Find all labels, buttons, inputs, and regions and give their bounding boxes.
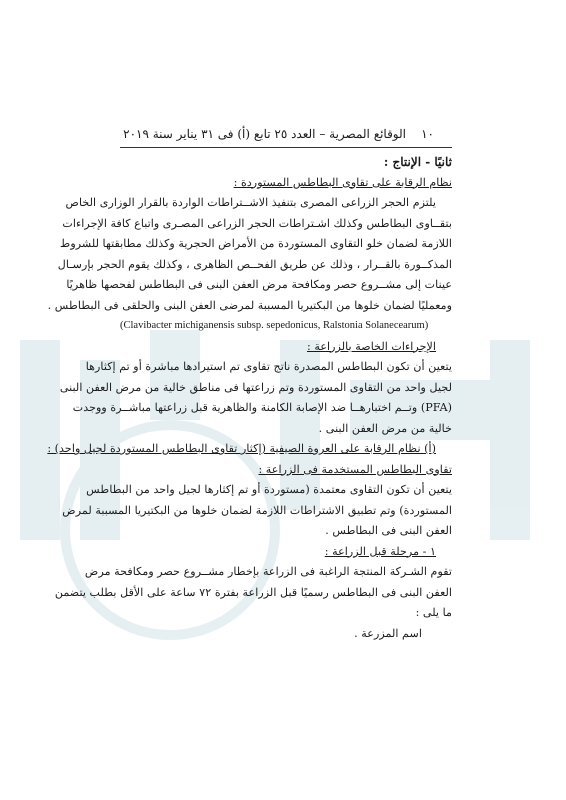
header-text: الوقائع المصرية – العدد ٢٥ تابع (أ) فى ٣١ يناير سنة ٢٠١٩ (123, 127, 406, 141)
paragraph-line: اسم المزرعة . (354, 626, 422, 640)
paragraph-line: بتقــاوى البطاطس وكذلك اشـتراطات الحجر الزراعى المصـرى واتباع كافة الإجراءات (62, 216, 452, 230)
paragraph-line: ومعمليًا لضمان خلوها من البكتيريا المسببة لمرضى العفن البنى والحلقى فى البطاطس . (47, 298, 452, 312)
paragraph-line: (PFA) وتــم اختبارهــا ضد الإصابة الكامنة والظاهرية قبل زراعتها مباشــرة ووجدت (72, 401, 452, 414)
paragraph-line: خالية من مرض العفن البنى . (318, 421, 452, 435)
paragraph-line: يلتزم الحجر الزراعى المصرى بتنفيذ الاشــتراطات الواردة بالقرار الوزارى الخاص (65, 196, 436, 209)
paragraph-line: عينات إلى مشــروع حصر ومكافحة مرض العفن البنى فى البطاطس لفحصها ظاهريًا (66, 278, 452, 291)
latin-species-line: (Clavibacter michiganensis subsp. sepedonicus, Ralstonia Solanecearum) (120, 320, 429, 331)
paragraph-line: المذكــورة بالقــرار ، وذلك عن طريق الفحــص الظاهرى ، وكذلك يقوم الحجر بإرسـال (57, 257, 452, 271)
page-header (120, 127, 434, 147)
paragraph-line: المستوردة) وتم تطبيق الاشتراطات اللازمة لضمان خلوها من البكتيريا المسببة لمرض (62, 503, 452, 517)
document-body (47, 152, 452, 644)
subheading: الإجراءات الخاصة بالزراعة : (307, 339, 436, 353)
page-number: ١٠ (421, 127, 434, 141)
paragraph-line: ما يلى : (415, 606, 452, 619)
paragraph-line: اللازمة لضمان خلو التقاوى المستوردة من الأمراض الحجرية وكذلك مطابقتها للشروط (59, 237, 452, 250)
paragraph-line: العفن البنى فى البطاطس . (325, 524, 452, 537)
header-rule (120, 147, 452, 148)
paragraph-line: العفن البنى فى البطاطس رسميًا قبل الزراعة بفترة ٧٢ ساعة على الأقل بطلب يتضمن (54, 585, 452, 599)
paragraph-line: يتعين أن تكون التقاوى معتمدة (مستوردة أو تم إكثارها لجيل واحد من البطاطس (86, 483, 452, 496)
subheading: ١ - مرحلة قبل الزراعة : (324, 544, 436, 558)
subheading: تقاوى البطاطس المستخدمة فى الزراعة : (258, 462, 452, 476)
paragraph-line: لجيل واحد من التقاوى المستوردة وتم زراعتها فى مناطق خالية من مرض العفن البنى (59, 380, 452, 394)
subheading: نظام الرقابة على تقاوى البطاطس المستوردة : (233, 175, 452, 189)
section-heading: ثانيًا - الإنتاج : (383, 155, 452, 169)
subheading: (أ) نظام الرقابة على العروة الصيفية (إكثار تقاوى البطاطس المستوردة لجيل واحد) : (47, 442, 436, 455)
paragraph-line: يتعين أن تكون البطاطس المصدرة ناتج تقاوى تم استيرادها مباشرة أو تم إكثارها (85, 360, 452, 373)
paragraph-line: تقوم الشـركة المنتجة الراغبة فى الزراعة بإخطار مشــروع حصر ومكافحة مرض (84, 565, 452, 578)
